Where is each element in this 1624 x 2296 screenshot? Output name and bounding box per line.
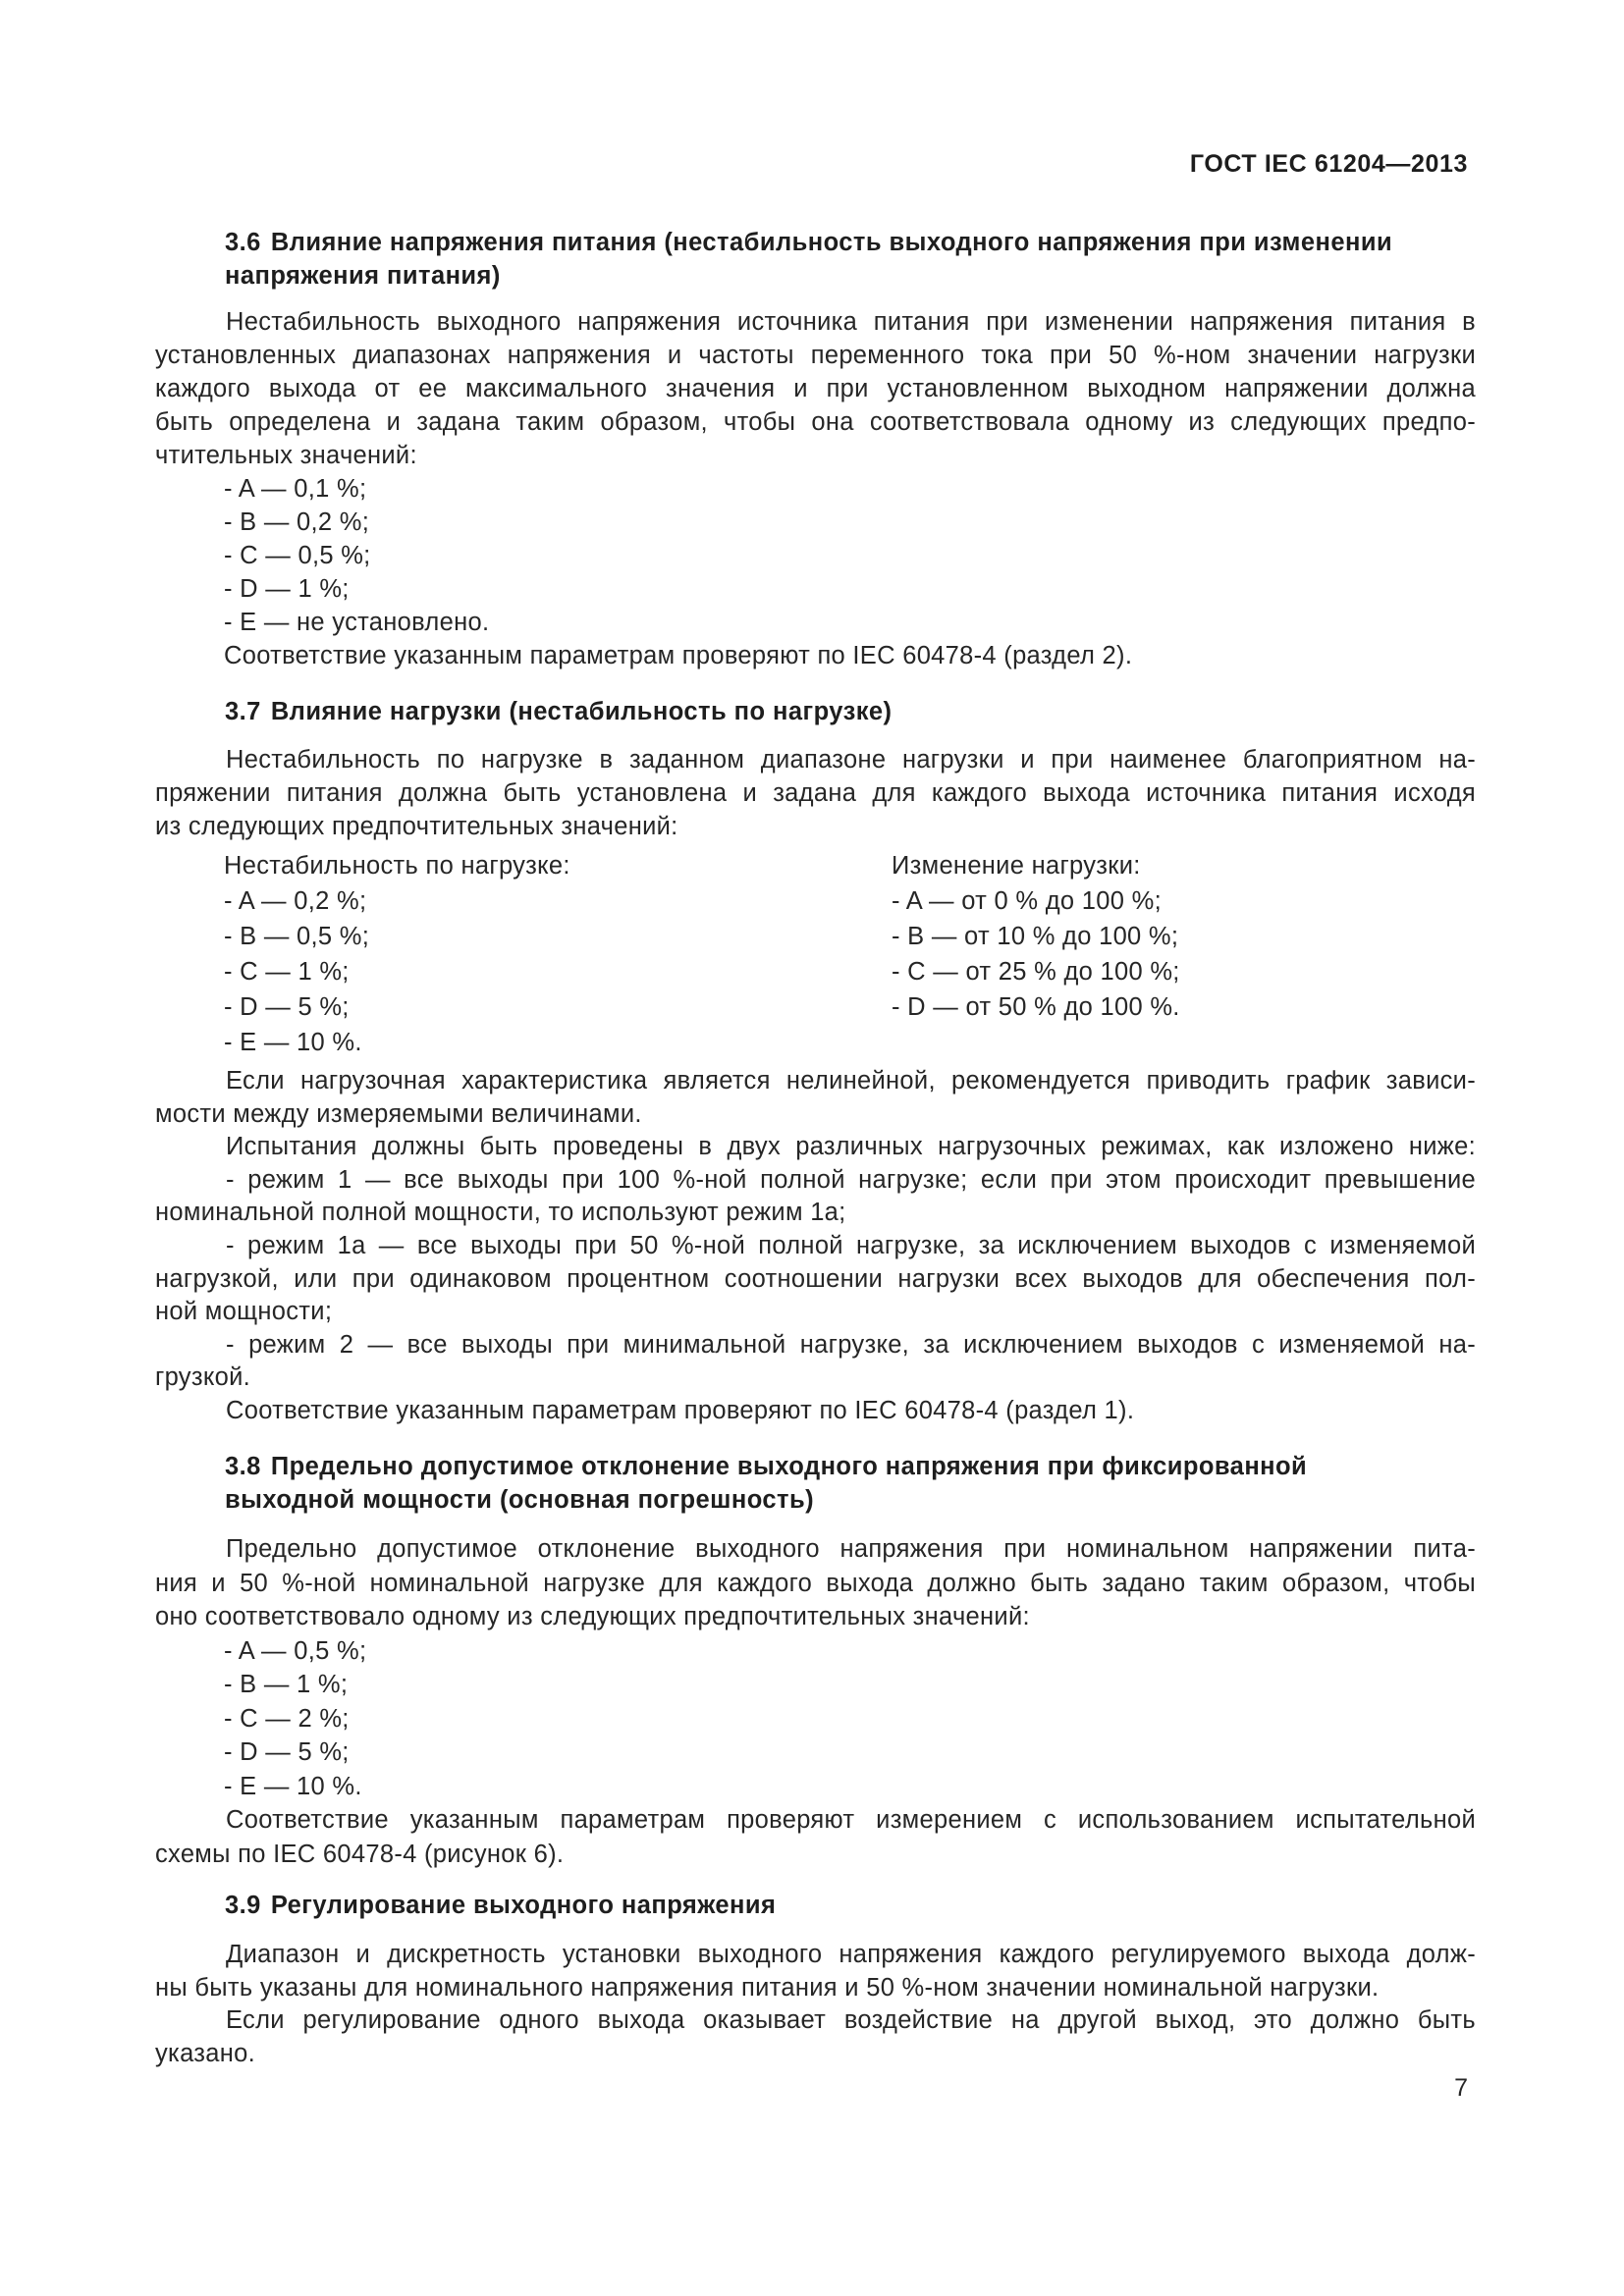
list-item: - A — 0,5 %;	[224, 1636, 367, 1665]
paragraph-line: ны быть указаны для номинального напряжения питания и 50 %-ном значении номинальной нагрузки.	[155, 1973, 1380, 2002]
mode-1-line: - режим 1 — все выходы при 100 %-ной полной нагрузке; если при этом происходит превышение	[226, 1165, 1476, 1194]
list-item: - D — от 50 % до 100 %.	[892, 993, 1180, 1021]
mode-1a-line: нагрузкой, или при одинаковом процентном соотношении нагрузки всех выходов для обеспечения пол-	[155, 1264, 1476, 1293]
section-3-7-test-modes	[155, 1065, 1476, 1428]
section-number: 3.9	[225, 1892, 261, 1919]
load-regulation-columns	[224, 848, 1481, 1060]
mode-1a-line: ной мощности;	[155, 1298, 333, 1326]
list-item: - E — 10 %.	[224, 1029, 362, 1056]
section-number: 3.6	[225, 229, 261, 256]
section-3-8-heading	[225, 1450, 1482, 1517]
paragraph-line: оно соответствовало одному из следующих предпочтительных значений:	[155, 1603, 1030, 1630]
paragraph-line: Нестабильность выходного напряжения источника питания при изменении напряжения питания в	[226, 308, 1476, 336]
section-3-9-body	[155, 1939, 1476, 2070]
paragraph-line: Диапазон и дискретность установки выходного напряжения каждого регулируемого выхода долж-	[226, 1941, 1476, 1968]
list-item: - D — 1 %;	[224, 575, 350, 603]
list-item: - A — 0,2 %;	[224, 887, 367, 915]
section-title-line: напряжения питания)	[225, 262, 501, 290]
paragraph-line: быть определена и задана таким образом, чтобы она соответствовала одному из следующих предпо-	[155, 408, 1476, 436]
load-instability-column	[224, 848, 570, 1060]
list-item: - E — 10 %.	[224, 1772, 362, 1800]
conformance-note: схемы по IEC 60478-4 (рисунок 6).	[155, 1840, 565, 1868]
list-item: - B — 1 %;	[224, 1671, 349, 1698]
section-3-8-body	[155, 1532, 1476, 1871]
list-item: - B — 0,2 %;	[224, 508, 370, 536]
section-number: 3.7	[225, 698, 261, 725]
list-item: - B — 0,5 %;	[224, 923, 370, 950]
list-item: - C — 0,5 %;	[224, 542, 371, 569]
list-item: - D — 5 %;	[224, 993, 350, 1021]
list-item: - B — от 10 % до 100 %;	[892, 923, 1179, 950]
conformance-note: Соответствие указанным параметрам проверяют по IEC 60478-4 (раздел 1).	[226, 1396, 1135, 1424]
list-item: - C — 1 %;	[224, 958, 350, 986]
section-3-6-values-list	[155, 472, 1476, 672]
section-3-7-paragraph	[155, 743, 1476, 843]
paragraph-line: Нестабильность по нагрузке в заданном диапазоне нагрузки и при наименее благоприятном на-	[226, 746, 1476, 774]
list-item: - A — 0,1 %;	[224, 475, 367, 503]
mode-1-line: номинальной полной мощности, то используют режим 1а;	[155, 1199, 846, 1227]
paragraph-line: пряжении питания должна быть установлена и задана для каждого выхода источника питания исходя	[155, 779, 1476, 807]
mode-2-line: - режим 2 — все выходы при минимальной нагрузке, за исключением выходов с изменяемой на-	[226, 1330, 1476, 1359]
paragraph-line: ния и 50 %-ной номинальной нагрузке для каждого выхода должно быть задано таким образом, чтобы	[155, 1569, 1476, 1597]
section-title: Регулирование выходного напряжения	[270, 1892, 777, 1919]
paragraph-line: чтительных значений:	[155, 442, 417, 469]
section-title-line: Предельно допустимое отклонение выходного напряжения при фиксированной	[270, 1453, 1308, 1480]
column-heading: Нестабильность по нагрузке:	[224, 852, 570, 880]
mode-1a-line: - режим 1а — все выходы при 50 %-ной полной нагрузке, за исключением выходов с изменяемой	[226, 1231, 1476, 1259]
paragraph-line: Если регулирование одного выхода оказывает воздействие на другой выход, это должно быть	[226, 2006, 1476, 2034]
section-3-6-paragraph	[155, 305, 1476, 472]
paragraph-line: из следующих предпочтительных значений:	[155, 813, 678, 840]
paragraph-line: Испытания должны быть проведены в двух различных нагрузочных режимах, как изложено ниже:	[226, 1133, 1476, 1161]
paragraph-line: указано.	[155, 2039, 255, 2067]
paragraph-line: установленных диапазонах напряжения и частоты переменного тока при 50 %-ном значении нагрузки	[155, 342, 1476, 369]
section-title: Влияние нагрузки (нестабильность по нагрузке)	[270, 698, 893, 725]
list-item: - C — 2 %;	[224, 1704, 350, 1733]
section-title-line: выходной мощности (основная погрешность)	[225, 1486, 815, 1514]
paragraph-line: Предельно допустимое отклонение выходного напряжения при номинальном напряжении пита-	[226, 1535, 1476, 1563]
list-item: - A — от 0 % до 100 %;	[892, 887, 1162, 915]
section-3-9-heading	[225, 1889, 1482, 1922]
section-3-6-heading	[225, 226, 1482, 293]
load-change-column	[892, 848, 1180, 1025]
conformance-note: Соответствие указанным параметрам проверяют измерением с использованием испытательной	[226, 1806, 1476, 1834]
paragraph-line: мости между измеряемыми величинами.	[155, 1099, 642, 1128]
column-heading: Изменение нагрузки:	[892, 852, 1141, 880]
list-item: - D — 5 %;	[224, 1738, 350, 1766]
section-number: 3.8	[225, 1453, 261, 1480]
list-item: - E — не установлено.	[224, 609, 490, 636]
paragraph-line: Если нагрузочная характеристика является нелинейной, рекомендуется приводить график зависи-	[226, 1067, 1476, 1095]
conformance-note: Соответствие указанным параметрам проверяют по IEC 60478-4 (раздел 2).	[224, 642, 1133, 669]
section-title-line: Влияние напряжения питания (нестабильность выходного напряжения при изменении	[270, 229, 1393, 256]
paragraph-line: каждого выхода от ее максимального значения и при установленном выходном напряжении должна	[155, 375, 1476, 402]
list-item: - C — от 25 % до 100 %;	[892, 958, 1180, 986]
mode-2-line: грузкой.	[155, 1363, 250, 1392]
document-code-header: ГОСТ IEC 61204—2013	[1189, 150, 1468, 178]
section-3-7-heading	[225, 695, 1482, 728]
page-number: 7	[1454, 2074, 1468, 2102]
